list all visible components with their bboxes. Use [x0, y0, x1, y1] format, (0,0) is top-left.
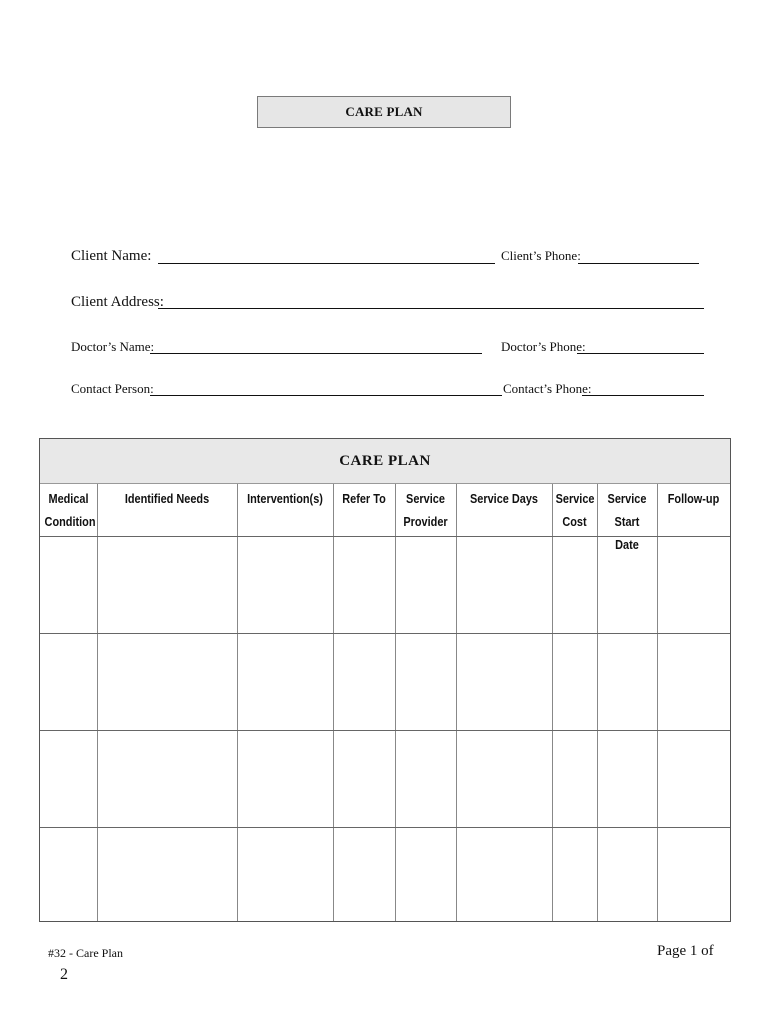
- column-header-line: Service: [406, 491, 445, 506]
- contact-phone-label: Contact’s Phone:: [503, 381, 592, 396]
- document-id: #32 - Care Plan: [48, 946, 123, 960]
- contact-person-field[interactable]: [150, 395, 502, 396]
- form-title: CARE PLAN: [257, 96, 511, 128]
- table-cell-service-days[interactable]: [456, 827, 552, 924]
- contact-person-label: Contact Person:: [71, 381, 154, 396]
- contact-phone-field[interactable]: [582, 395, 704, 396]
- table-cell-service-cost[interactable]: [552, 536, 597, 633]
- doctor-name-label: Doctor’s Name:: [71, 339, 155, 354]
- table-cell-medical-condition[interactable]: [40, 633, 97, 730]
- table-cell-service-start-date[interactable]: [597, 827, 657, 924]
- column-header-line: Follow-up: [667, 491, 720, 506]
- column-header-line: Refer To: [342, 491, 386, 506]
- column-header-follow-up: [663, 484, 724, 536]
- table-cell-follow-up[interactable]: [657, 730, 730, 827]
- table-cell-follow-up[interactable]: [657, 536, 730, 633]
- doctor-name-field[interactable]: [150, 353, 482, 354]
- care-plan-table: [39, 438, 731, 922]
- table-cell-service-provider[interactable]: [395, 633, 456, 730]
- table-cell-identified-needs[interactable]: [97, 730, 237, 827]
- table-cell-refer-to[interactable]: [333, 633, 395, 730]
- table-cell-identified-needs[interactable]: [97, 827, 237, 924]
- table-cell-service-cost[interactable]: [552, 827, 597, 924]
- column-header-line: Provider: [403, 514, 448, 529]
- table-cell-follow-up[interactable]: [657, 827, 730, 924]
- table-cell-service-provider[interactable]: [395, 827, 456, 924]
- table-cell-interventions[interactable]: [237, 827, 333, 924]
- doctor-phone-field[interactable]: [577, 353, 704, 354]
- table-cell-service-provider[interactable]: [395, 730, 456, 827]
- table-cell-identified-needs[interactable]: [97, 633, 237, 730]
- table-cell-refer-to[interactable]: [333, 730, 395, 827]
- column-header-line: Service Days: [469, 491, 538, 506]
- table-cell-interventions[interactable]: [237, 730, 333, 827]
- page-label: Page 1 of: [657, 943, 714, 959]
- column-header-line: Service: [607, 491, 647, 506]
- table-cell-medical-condition[interactable]: [40, 730, 97, 827]
- column-header-line: Service: [555, 491, 595, 506]
- client-name-label: Client Name:: [71, 248, 152, 264]
- client-address-field[interactable]: [158, 308, 704, 309]
- table-cell-service-cost[interactable]: [552, 730, 597, 827]
- table-cell-service-start-date[interactable]: [597, 536, 657, 633]
- column-header-interventions: [245, 484, 326, 536]
- column-header-line: Cost: [562, 514, 587, 529]
- table-cell-service-provider[interactable]: [395, 536, 456, 633]
- column-header-medical-condition: [44, 484, 96, 536]
- column-header-line: Intervention(s): [247, 491, 323, 506]
- column-header-service-provider: [400, 484, 451, 536]
- column-header-line: Condition: [44, 514, 96, 529]
- column-header-service-days: [464, 484, 545, 536]
- column-header-line: Start Date: [614, 514, 640, 552]
- column-header-identified-needs: [108, 484, 226, 536]
- table-cell-service-days[interactable]: [456, 536, 552, 633]
- table-cell-follow-up[interactable]: [657, 633, 730, 730]
- table-cell-service-start-date[interactable]: [597, 730, 657, 827]
- page-total: 2: [60, 966, 68, 983]
- client-phone-field[interactable]: [578, 263, 699, 264]
- table-cell-service-start-date[interactable]: [597, 633, 657, 730]
- table-cell-interventions[interactable]: [237, 536, 333, 633]
- table-cell-identified-needs[interactable]: [97, 536, 237, 633]
- table-cell-medical-condition[interactable]: [40, 827, 97, 924]
- column-header-line: Medical: [48, 491, 89, 506]
- table-cell-service-days[interactable]: [456, 730, 552, 827]
- column-header-refer-to: [338, 484, 390, 536]
- column-header-line: Identified Needs: [124, 491, 210, 506]
- column-header-service-cost: [556, 484, 594, 536]
- client-name-field[interactable]: [158, 263, 495, 264]
- column-header-service-start-date: [602, 484, 652, 552]
- care-plan-table-title: CARE PLAN: [40, 439, 730, 484]
- doctor-phone-label: Doctor’s Phone:: [501, 339, 586, 354]
- table-cell-interventions[interactable]: [237, 633, 333, 730]
- table-cell-refer-to[interactable]: [333, 536, 395, 633]
- table-cell-refer-to[interactable]: [333, 827, 395, 924]
- client-address-label: Client Address:: [71, 294, 164, 310]
- table-cell-medical-condition[interactable]: [40, 536, 97, 633]
- table-cell-service-days[interactable]: [456, 633, 552, 730]
- table-cell-service-cost[interactable]: [552, 633, 597, 730]
- client-phone-label: Client’s Phone:: [501, 248, 581, 263]
